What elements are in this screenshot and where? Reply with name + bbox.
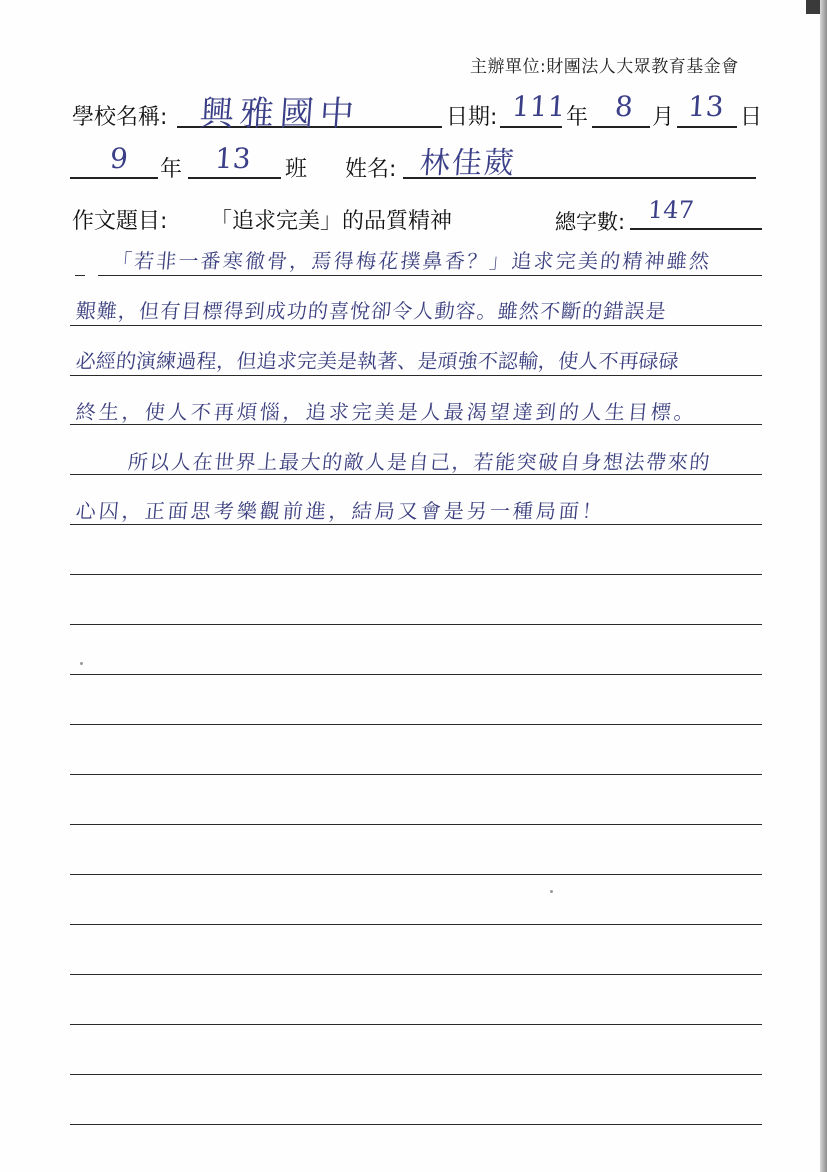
ruled-line-14 [70,924,762,925]
ruled-line-2 [70,325,762,326]
word-count-label: 總字數: [555,210,626,234]
date-day-underline [677,126,737,128]
ruled-line-3 [70,375,762,376]
ruled-line-13 [70,874,762,875]
ruled-line-9 [70,674,762,675]
date-month-underline [592,126,650,128]
grade-underline [70,177,158,179]
essay-line-4: 終生，使人不再煩惱，追求完美是人最渴望達到的人生目標。 [74,400,698,424]
essay-line-2: 艱難，但有目標得到成功的喜悅卻令人動容。雖然不斷的錯誤是 [74,299,668,323]
ruled-line-8 [70,624,762,625]
scan-edge-shadow [820,0,827,1172]
ruled-line-7 [70,574,762,575]
student-name-value: 林佳葳 [418,146,517,181]
ruled-line-18 [70,1124,762,1125]
ruled-line-10 [70,724,762,725]
school-name-value: 興雅國中 [198,94,362,134]
grade-unit: 年 [160,157,183,182]
date-label: 日期: [446,105,498,130]
essay-line-3: 必經的演練過程，但追求完美是執著、是頑強不認輸，使人不再碌碌 [74,349,680,373]
scan-corner-mark [806,0,820,14]
ruled-line-1 [98,275,762,276]
essay-line-5: 所以人在世界上最大的敵人是自己，若能突破自身想法帶來的 [126,450,713,474]
school-name-label: 學校名稱: [72,105,168,130]
ruled-line-1-indent [75,275,85,276]
date-year-value: 111 [510,90,567,123]
year-unit: 年 [566,105,589,130]
day-unit: 日 [740,105,763,130]
organizer-text: 主辦單位:財團法人大眾教育基金會 [470,57,739,77]
grade-value: 9 [108,142,129,175]
word-count-underline [630,228,762,230]
month-unit: 月 [652,105,675,130]
date-month-value: 8 [613,90,634,123]
topic-value: 「追求完美」的品質精神 [210,209,453,234]
scan-speck [80,662,83,665]
essay-line-1: 「若非一番寒徹骨，焉得梅花撲鼻香？」追求完美的精神雖然 [110,249,713,273]
date-day-value: 13 [686,90,725,123]
class-unit: 班 [285,157,308,182]
ruled-line-11 [70,774,762,775]
topic-label: 作文題目: [72,209,168,234]
ruled-line-16 [70,1024,762,1025]
ruled-line-17 [70,1074,762,1075]
student-name-label: 姓名: [345,157,397,182]
word-count-value: 147 [647,196,695,224]
ruled-line-15 [70,974,762,975]
ruled-line-12 [70,824,762,825]
class-value: 13 [213,142,252,175]
date-year-underline [500,126,562,128]
essay-line-6: 心囚，正面思考樂觀前進，結局又會是另一種局面！ [74,499,606,523]
ruled-line-6 [70,524,762,525]
scan-speck [550,890,553,893]
class-underline [188,177,281,179]
